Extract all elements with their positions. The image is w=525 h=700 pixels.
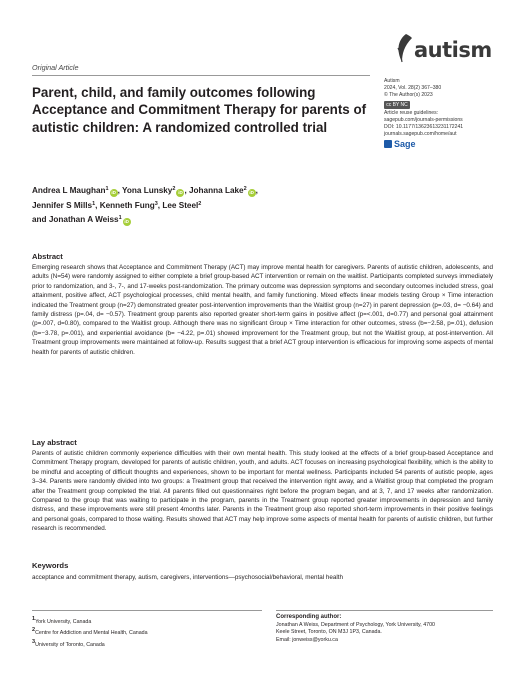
publisher-name: Sage: [394, 139, 416, 150]
abstract-text: Emerging research shows that Acceptance and Commitment Therapy (ACT) may improve mental health for caregivers. Parents of autistic children, adolescents, and adults (N=54) were randomly assigned to either complete a brief group-based ACT intervention or remain on the waitlist. Participants completed surveys immediately prior to randomization, and 3-, 7-, and 17-weeks post-randomization. The primary outcome was depression symptoms and secondary outcomes included stress, goal attainment, positive affect, ACT psychological processes, child mental health, and family functioning. Mixed effects linear models testing Group × Time interaction indicated the Treatment group (n=27) demonstrated greater post-intervention improvements than the Waitlist group (n=27) in parent depression (p=.03, d= −0.64) and family distress (p=.04, d= −0.57). Treatment group parents also reported greater short-term gains in positive affect (p=<.001, d=0.77) and personal goal attainment (p=.007, d=0.80), compared to the Waitlist group. Although there was no significant Group × Time interaction for other outcomes, stress (b=−2.58, p=.01), defusion (b=−3.78, p=.001), and experiential avoidance (b= −4.22, p=.01) showed improvement for the Treatment group, but not the Waitlist group, at post-intervention. All Treatment group improvements were maintained at follow-up. Results suggest that a brief ACT group intervention is efficacious for improving some aspects of mental health for parents of autistic children.: [32, 264, 493, 356]
author-separator: ,: [95, 200, 100, 210]
author-separator: ,: [255, 186, 258, 195]
lay-abstract-text: Parents of autistic children commonly experience difficulties with their own mental health. This study looked at the effects of a brief group-based Acceptance and Commitment Therapy program, developed for parents of autistic children, youth, and adults. ACT focuses on increasing psychological flexibility, which is the ability to be mindful and accepting of difficult thoughts and experiences, shown to be important for mental wellness. Participants included 54 parents of autistic people, ages 3–34. Parents were randomly divided into two groups: a Treatment group that received the intervention right away, and a Waitlist group that completed the program after the Treatment group completed the trial. All parents filled out questionnaires right before the program began, and at 3, 7, and 17 weeks after randomization. Compared to the group that was waiting to participate in the program, parents in the Treatment group reported greater improvements in depression and family distress, and these improvements were still present 4months later. Parents in the Treatment group also reported short-term improvements in their positive feelings and personal goals, compared to those waiting. Results showed that ACT may help improve some aspects of mental health for parents of autistic children, but further research is recommended.: [32, 450, 493, 533]
meta-line: 2024, Vol. 28(2) 367–380: [384, 85, 442, 92]
author-separator: ,: [157, 200, 163, 210]
affiliation-text: York University, Canada: [35, 619, 92, 625]
corresponding-line: Jonathan A Weiss, Department of Psychology, York University, 4700: [276, 621, 435, 628]
abstract-heading: Abstract: [32, 252, 63, 261]
affiliation-sup: 3: [32, 638, 36, 645]
author-name: Andrea L Maughan: [32, 186, 106, 195]
footer-divider: [276, 610, 493, 611]
orcid-icon[interactable]: iD: [124, 219, 129, 225]
corresponding-line: Keele Street, Toronto, ON M3J 1P3, Canada.: [276, 629, 382, 636]
affiliation-item: [32, 638, 262, 649]
author-separator: ,: [184, 186, 189, 195]
author-name: Kenneth Fung: [99, 200, 155, 210]
meta-line: © The Author(s) 2023: [384, 92, 433, 99]
author-name: Yona Lunsky: [122, 186, 173, 195]
author-affiliation-sup: 1: [105, 186, 109, 192]
corresponding-author: [276, 614, 493, 644]
author-list: [32, 183, 372, 227]
corresponding-heading: Corresponding author:: [276, 614, 342, 620]
author-name: Jennifer S Mills: [32, 200, 93, 210]
author-name: Johanna Lake: [189, 186, 244, 195]
author-affiliation-sup: 2: [172, 186, 176, 192]
orcid-icon[interactable]: iD: [178, 190, 183, 195]
author-affiliation-sup: 2: [243, 186, 247, 192]
affiliation-sup: 1: [32, 616, 36, 622]
journal-meta: [384, 78, 502, 149]
keywords-heading: Keywords: [32, 561, 69, 570]
affiliation-text: University of Toronto, Canada: [35, 641, 105, 648]
meta-line: Article reuse guidelines:: [384, 109, 439, 116]
publisher-logo: [384, 140, 502, 148]
affiliation-item: [32, 626, 262, 637]
author-name: Lee Steel: [162, 200, 199, 210]
license-badge[interactable]: cc BY NC: [384, 101, 410, 109]
author-affiliation-sup: 2: [198, 200, 202, 207]
author-separator: ,: [117, 186, 123, 195]
author-line: [32, 212, 372, 227]
lay-abstract-heading: Lay abstract: [32, 438, 77, 447]
meta-line: Autism: [384, 78, 400, 84]
corresponding-email[interactable]: Email: jonweiss@yorku.ca: [276, 636, 338, 643]
sage-icon: [384, 140, 392, 148]
affiliation-text: Centre for Addiction and Mental Health, Canada: [35, 630, 148, 637]
journal-logo: [384, 30, 492, 70]
article-title: Parent, child, and family outcomes following Acceptance and Commitment Therapy for parents of autistic children: A randomized controlled trial: [32, 85, 367, 135]
permissions-link[interactable]: sagepub.com/journals-permissions: [384, 116, 463, 123]
affiliation-sup: 2: [32, 627, 36, 634]
author-line: [32, 183, 372, 198]
header-divider: [32, 75, 370, 76]
author-line: [32, 198, 372, 213]
author-affiliation-sup: 3: [154, 200, 158, 207]
affiliation-item: [32, 615, 262, 626]
author-affiliation-sup: 1: [92, 200, 96, 207]
keywords-text: acceptance and commitment therapy, autism, caregivers, interventions—psychosocial/behavioral, mental health: [32, 574, 344, 581]
autism-logo-icon: [392, 32, 416, 66]
affiliations: [32, 615, 262, 649]
logo-text: autism: [414, 38, 492, 62]
author-name: and Jonathan A Weiss: [32, 215, 119, 225]
orcid-icon[interactable]: iD: [249, 190, 254, 195]
journal-home-link[interactable]: journals.sagepub.com/home/aut: [384, 131, 457, 138]
footer-divider: [32, 610, 262, 611]
author-affiliation-sup: 1: [118, 215, 122, 222]
doi-link[interactable]: DOI: 10.1177/13623613231172241: [384, 124, 464, 131]
article-type-label: Original Article: [32, 63, 79, 72]
orcid-icon[interactable]: iD: [111, 190, 116, 195]
